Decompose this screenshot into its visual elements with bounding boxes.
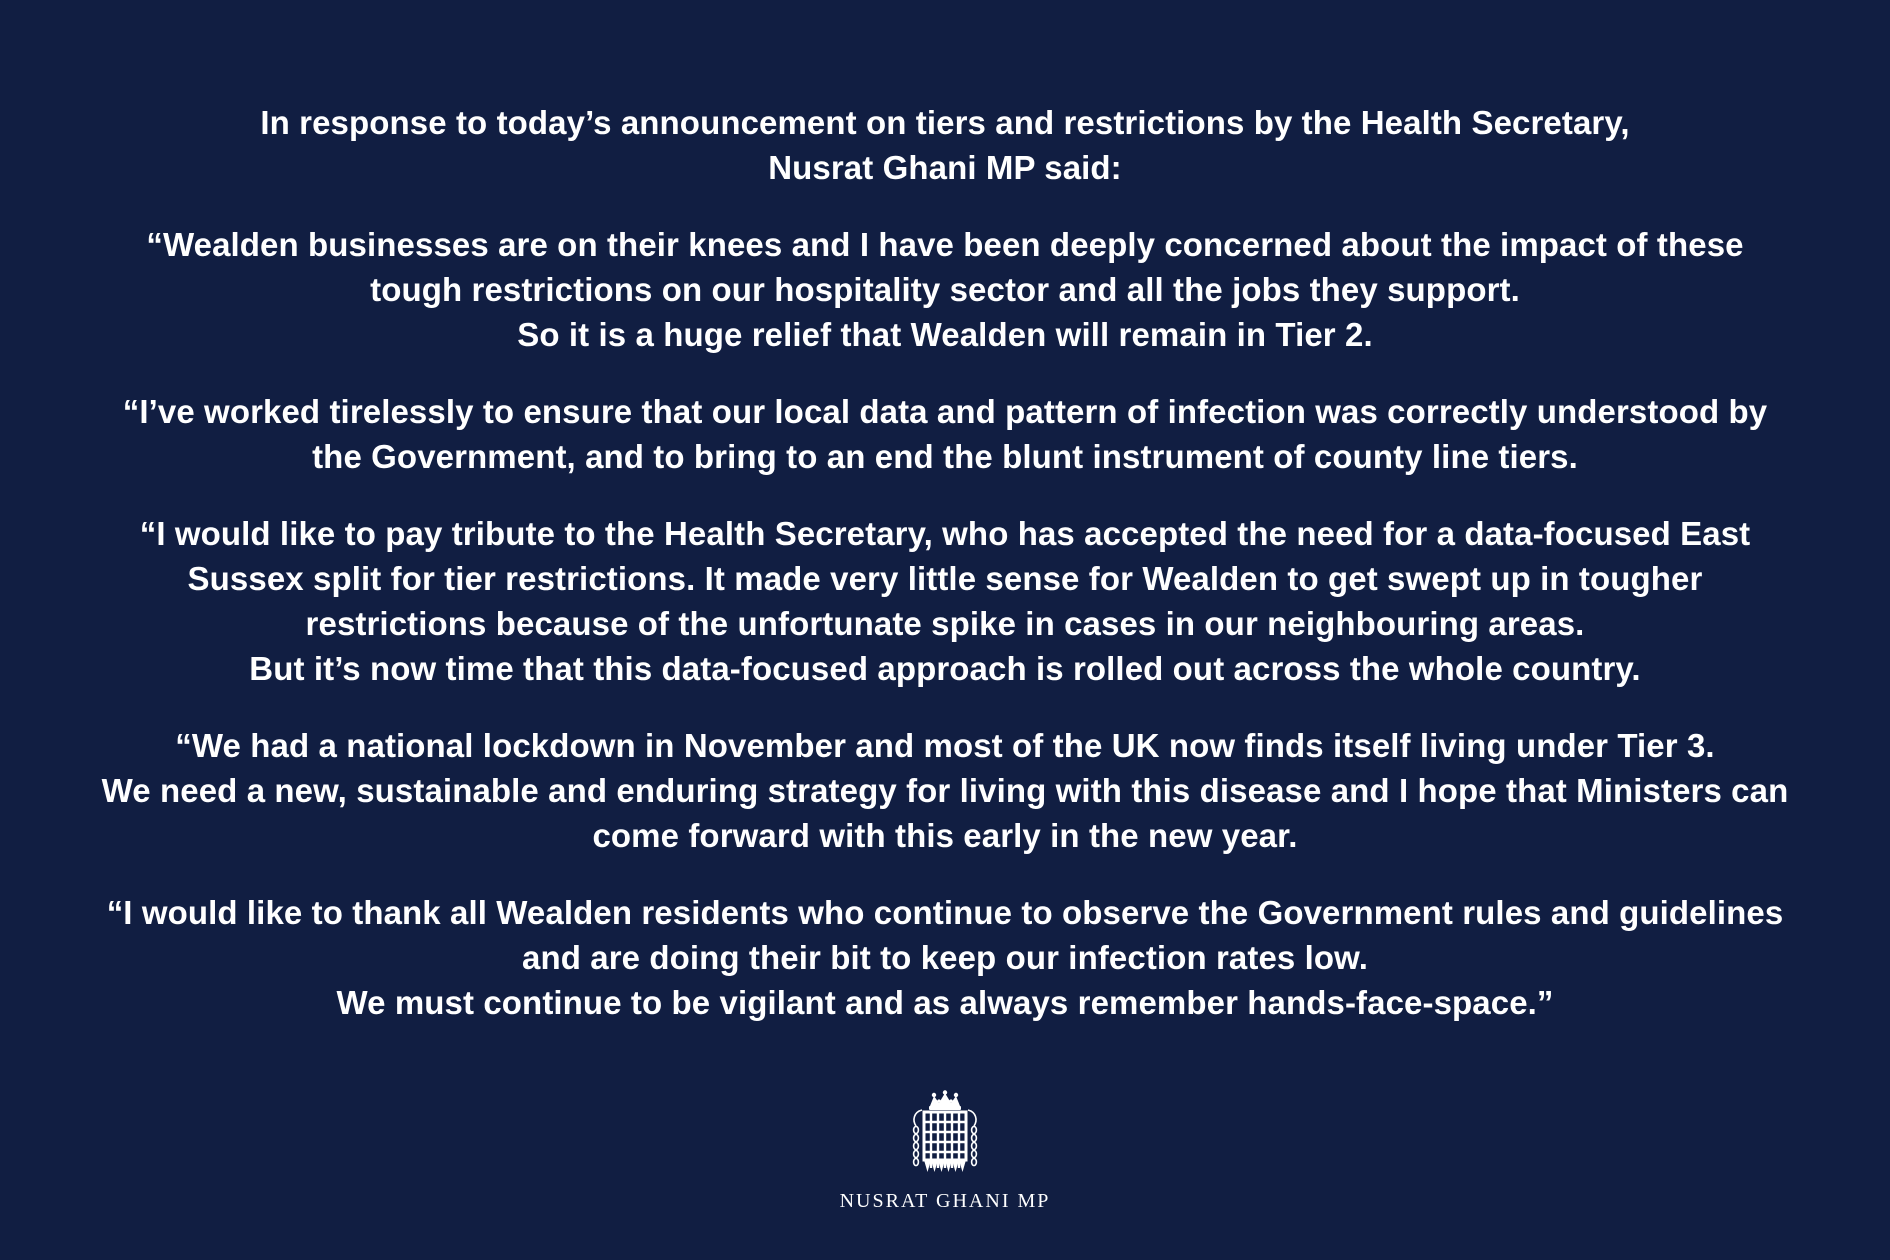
quote-line: “I would like to pay tribute to the Health Secretary, who has accepted the need for a data-focused East [139,515,1751,552]
intro-paragraph [0,100,1890,190]
quote-line: “We had a national lockdown in November and most of the UK now finds itself living under Tier 3. [175,727,1715,764]
quote-line: We need a new, sustainable and enduring strategy for living with this disease and I hope that Ministers can [101,772,1789,809]
quote-line: “I would like to thank all Wealden residents who continue to observe the Government rules and guidelines [106,894,1784,931]
quote-line: tough restrictions on our hospitality sector and all the jobs they support. [370,271,1520,308]
quote-line: restrictions because of the unfortunate spike in cases in our neighbouring areas. [305,605,1585,642]
quote-paragraph [0,511,1890,691]
quote-line: “Wealden businesses are on their knees and I have been deeply concerned about the impact of these [146,226,1744,263]
quote-line: So it is a huge relief that Wealden will remain in Tier 2. [517,316,1373,353]
quote-line: and are doing their bit to keep our infection rates low. [522,939,1368,976]
quote-paragraph [0,389,1890,479]
quote-line: Sussex split for tier restrictions. It made very little sense for Wealden to get swept up in tougher [187,560,1703,597]
quote-line: But it’s now time that this data-focused approach is rolled out across the whole country. [249,650,1641,687]
quote-line: come forward with this early in the new year. [592,817,1298,854]
intro-line: Nusrat Ghani MP said: [768,149,1122,186]
quote-line: “I’ve worked tirelessly to ensure that our local data and pattern of infection was correctly understood by [122,393,1768,430]
quote-paragraph [0,890,1890,1025]
quote-paragraph [0,222,1890,357]
intro-line: In response to today’s announcement on tiers and restrictions by the Health Secretary, [260,104,1630,141]
portcullis-icon [908,1090,982,1176]
footer [0,1090,1890,1212]
quote-line: We must continue to be vigilant and as always remember hands-face-space.” [336,984,1554,1021]
statement [0,100,1890,1057]
quote-paragraph [0,723,1890,858]
quote-line: the Government, and to bring to an end the blunt instrument of county line tiers. [312,438,1578,475]
footer-name: NUSRAT GHANI MP [839,1190,1051,1212]
